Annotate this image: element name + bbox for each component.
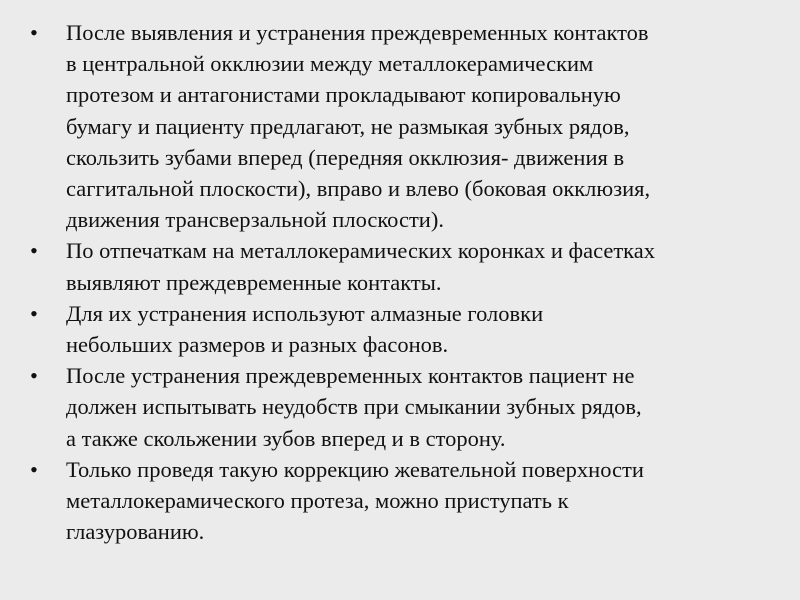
bullet-line: После устранения преждевременных контактов пациент не xyxy=(66,363,635,389)
bullet-icon: • xyxy=(30,300,38,326)
bullet-line: движения трансверзальной плоскости). xyxy=(66,207,444,233)
bullet-line: глазурованию. xyxy=(66,519,205,545)
bullet-line: а также скольжении зубов вперед и в сторону. xyxy=(66,425,506,451)
bullet-line: должен испытывать неудобств при смыкании зубных рядов, xyxy=(66,394,642,420)
bullet-icon: • xyxy=(30,363,38,389)
bullet-line: саггитальной плоскости), вправо и влево (боковая окклюзия, xyxy=(66,176,651,202)
bullet-line: Только проведя такую коррекцию жевательной поверхности xyxy=(66,456,644,482)
bullet-icon: • xyxy=(30,238,38,264)
bullet-line: По отпечаткам на металлокерамических коронках и фасетках xyxy=(66,238,655,264)
bullet-icon: • xyxy=(30,20,38,45)
bullet-line: бумагу и пациенту предлагают, не размыкая зубных рядов, xyxy=(66,113,630,139)
bullet-line: металлокерамического протеза, можно приступать к xyxy=(66,488,569,514)
bullet-line: небольших размеров и разных фасонов. xyxy=(66,332,449,358)
bullet-item-5 xyxy=(30,454,790,548)
bullet-line: выявляют преждевременные контакты. xyxy=(66,269,442,295)
bullet-icon: • xyxy=(30,456,38,482)
bullet-line: скользить зубами вперед (передняя окклюзия- движения в xyxy=(66,144,625,170)
bullet-line: Для их устранения используют алмазные головки xyxy=(66,300,544,326)
bullet-item-2 xyxy=(30,235,790,297)
bullet-item-1 xyxy=(30,17,790,235)
bullet-item-4 xyxy=(30,360,790,454)
bullet-item-3 xyxy=(30,298,790,360)
bullet-line: протезом и антагонистами прокладывают копировальную xyxy=(66,82,621,108)
bullet-list xyxy=(30,17,790,547)
bullet-line: в центральной окклюзии между металлокерамическим xyxy=(66,51,594,77)
bullet-line: После выявления и устранения преждевременных контактов xyxy=(66,20,649,45)
